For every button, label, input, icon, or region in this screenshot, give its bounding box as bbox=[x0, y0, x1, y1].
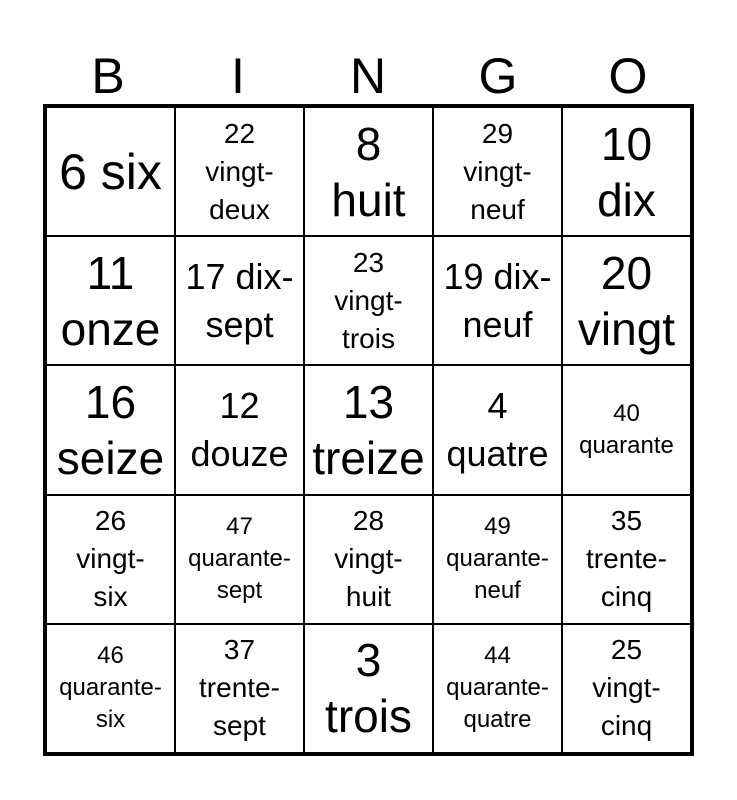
bingo-cell-label: 37 trente- sept bbox=[199, 634, 280, 742]
bingo-cell-label: 17 dix- sept bbox=[185, 255, 294, 345]
bingo-cell-label: 12 douze bbox=[190, 384, 289, 474]
bingo-cell-label: 10 dix bbox=[597, 117, 656, 226]
bingo-cell[interactable] bbox=[46, 624, 175, 753]
bingo-cell-label: 23 vingt- trois bbox=[334, 246, 403, 354]
bingo-cell[interactable] bbox=[304, 236, 433, 365]
bingo-cell-label: 26 vingt- six bbox=[76, 505, 145, 613]
bingo-cell[interactable] bbox=[46, 107, 175, 236]
header-letter-o: O bbox=[608, 48, 648, 104]
bingo-cell-label: 13 treize bbox=[312, 375, 425, 484]
bingo-cell[interactable] bbox=[562, 107, 691, 236]
bingo-cell[interactable] bbox=[46, 495, 175, 624]
bingo-cell[interactable] bbox=[304, 624, 433, 753]
bingo-cell-label: 8 huit bbox=[331, 117, 406, 226]
bingo-cell[interactable] bbox=[562, 236, 691, 365]
bingo-cell-label: 6 six bbox=[59, 143, 162, 200]
bingo-cell[interactable] bbox=[175, 365, 304, 494]
bingo-cell-label: 25 vingt- cinq bbox=[592, 634, 661, 742]
bingo-cell[interactable] bbox=[175, 107, 304, 236]
bingo-cell-label: 3 trois bbox=[325, 634, 412, 743]
bingo-cell[interactable] bbox=[562, 495, 691, 624]
bingo-cell-label: 28 vingt- huit bbox=[334, 505, 403, 613]
bingo-cell-label: 40 quarante bbox=[579, 399, 674, 459]
header-letter-g: G bbox=[478, 48, 518, 104]
bingo-cell[interactable] bbox=[175, 624, 304, 753]
bingo-cell-label: 46 quarante- six bbox=[59, 642, 162, 734]
header-letter-b: B bbox=[91, 48, 125, 104]
bingo-header bbox=[43, 48, 694, 104]
bingo-cell[interactable] bbox=[562, 624, 691, 753]
bingo-cell[interactable] bbox=[46, 236, 175, 365]
bingo-cell-label: 22 vingt- deux bbox=[205, 117, 274, 225]
bingo-cell-label: 4 quatre bbox=[446, 384, 549, 474]
bingo-cell-label: 47 quarante- sept bbox=[188, 513, 291, 605]
bingo-cell[interactable] bbox=[304, 365, 433, 494]
bingo-cell-label: 35 trente- cinq bbox=[586, 505, 667, 613]
bingo-cell-label: 19 dix- neuf bbox=[443, 255, 552, 345]
bingo-card-grid bbox=[43, 104, 694, 756]
bingo-cell-label: 16 seize bbox=[56, 375, 165, 484]
bingo-cell-label: 44 quarante- quatre bbox=[446, 642, 549, 734]
bingo-cell[interactable] bbox=[46, 365, 175, 494]
bingo-cell-label: 29 vingt- neuf bbox=[463, 117, 532, 225]
header-letter-n: N bbox=[349, 48, 387, 104]
bingo-cell[interactable] bbox=[175, 495, 304, 624]
bingo-cell[interactable] bbox=[304, 495, 433, 624]
bingo-cell[interactable] bbox=[433, 107, 562, 236]
bingo-cell[interactable] bbox=[562, 365, 691, 494]
bingo-cell[interactable] bbox=[304, 107, 433, 236]
bingo-cell-label: 20 vingt bbox=[577, 246, 676, 355]
bingo-cell[interactable] bbox=[433, 624, 562, 753]
bingo-cell[interactable] bbox=[175, 236, 304, 365]
bingo-cell-label: 11 onze bbox=[60, 246, 161, 355]
bingo-cell[interactable] bbox=[433, 365, 562, 494]
bingo-cell-label: 49 quarante- neuf bbox=[446, 513, 549, 605]
bingo-cell[interactable] bbox=[433, 236, 562, 365]
bingo-cell[interactable] bbox=[433, 495, 562, 624]
header-letter-i: I bbox=[231, 48, 245, 104]
